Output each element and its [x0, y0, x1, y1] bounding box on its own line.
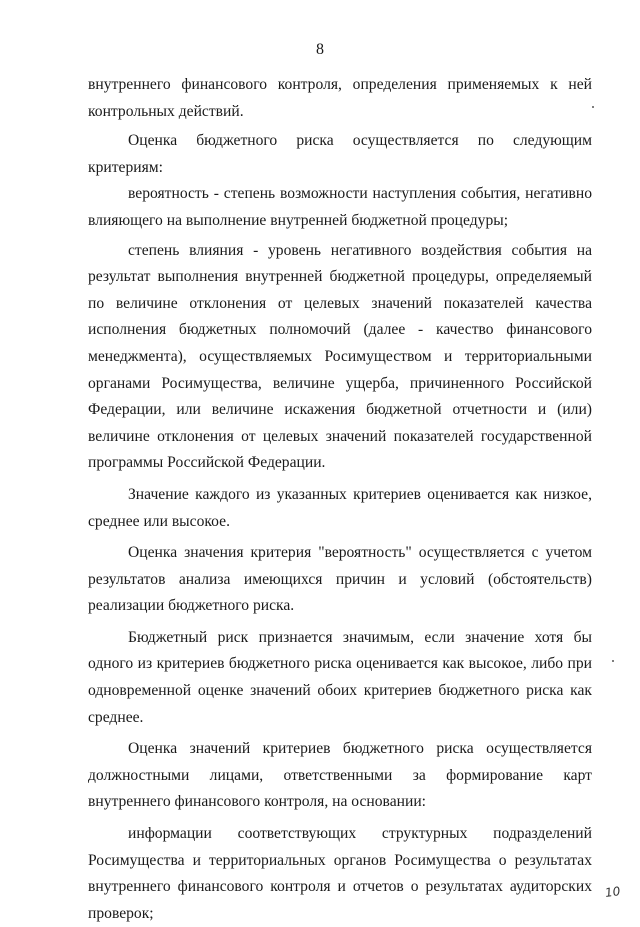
- paragraph-risk-criteria-intro: Оценка бюджетного риска осуществляется по следующим критериям:: [88, 132, 592, 176]
- handwritten-sheet-number: 10: [603, 884, 621, 900]
- page-number: 8: [316, 41, 324, 58]
- paragraph-continuation: внутреннего финансового контроля, определения применяемых к ней контрольных действий.: [88, 76, 592, 120]
- paragraph-information-sources: информации соответствующих структурных подразделений Росимущества и территориальных органов Росимущества о результатах внутреннего финансового контроля и отчетов о результатах аудиторских проверок;: [88, 825, 592, 922]
- paragraph-probability-assessment: Оценка значения критерия "вероятность" осуществляется с учетом результатов анализа имеющихся причин и условий (обстоятельств) реализации бюджетного риска.: [88, 544, 592, 615]
- scan-speck: [592, 106, 594, 108]
- paragraph-probability: вероятность - степень возможности наступления события, негативно влияющего на выполнение внутренней бюджетной процедуры;: [88, 185, 592, 229]
- scan-speck: [612, 660, 614, 662]
- paragraph-assessment-officials: Оценка значений критериев бюджетного риска осуществляется должностными лицами, ответственными за формирование карт внутреннего финансового контроля, на основании:: [88, 740, 592, 811]
- paragraph-impact-degree: степень влияния - уровень негативного воздействия события на результат выполнения внутренней бюджетной процедуры, определяемый по величине отклонения от целевых значений показателей качества исполнения бюджетных полномочий (далее - качество финансового менеджмента), осуществляемых Росимуществом и территориальными органами Росимущества, величине ущерба, причиненного Российской Федерации, или величине искажения бюджетной отчетности и (или) величине отклонения от целевых значений показателей государственной программы Российской Федерации.: [88, 241, 592, 472]
- document-body: [88, 72, 592, 927]
- paragraph-criteria-values: Значение каждого из указанных критериев оценивается как низкое, среднее или высокое.: [88, 485, 592, 530]
- paragraph-significant-risk: Бюджетный риск признается значимым, если значение хотя бы одного из критериев бюджетного риска оценивается как высокое, либо при одновременной оценке значений обоих критериев бюджетного риска как среднее.: [88, 628, 592, 726]
